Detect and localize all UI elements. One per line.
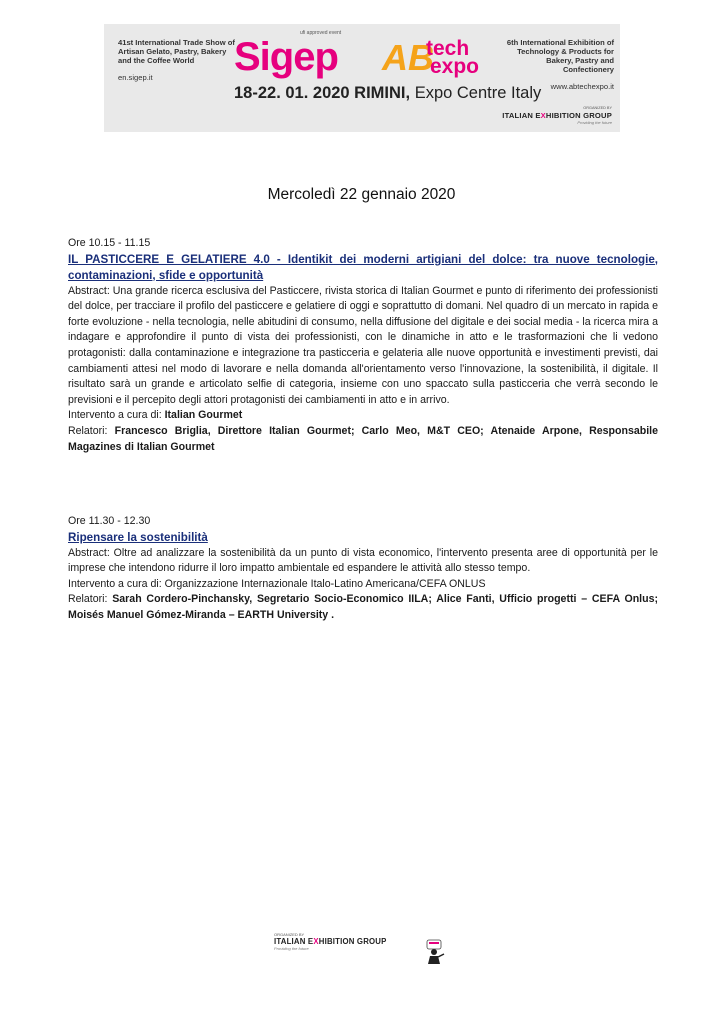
session-curated-by — [68, 408, 658, 424]
curated-value: Organizzazione Internazionale Italo-Latino Americana/CEFA ONLUS — [164, 577, 486, 590]
footer-organizer-logo — [274, 932, 404, 951]
banner-organizer-tagline: Providing the future — [577, 120, 612, 125]
session-curated-by — [68, 577, 658, 593]
session-abstract: Abstract: Una grande ricerca esclusiva del Pasticcere, rivista storica di Italian Gourmet e punto di riferimento dei professionisti del dolce, per tracciare il profilo del pasticcere e gelatiere di oggi e soprattutto di domani. Nel quadro di un mercato in rapida e forte evoluzione - nella tecnologia, nelle abitudini di consumo, nella diffusione del digitale e dei social media - la ricerca mira a indagare e approfondire il punto di vista dei professionisti, con le dinamiche in atto e le trasformazioni che li vedono protagonisti: dalla contaminazione e integrazione tra pasticceria e gelateria alle nuove opportunità e investimenti previsti, dai cambiamenti attesi nel modo di lavorare e nella domanda all'orientamento verso l'innovazione, la sostenibilità, il digitale. Il risultato sarà un grande e articolato selfie di categoria, insieme con uno spaccato sulla pasticceria che verrà secondo le previsioni e il percepito degli attori protagonisti dei cambiamenti in atto e in arrivo. — [68, 284, 658, 406]
abtech-description-text: 6th International Exhibition of Technology & Products for Bakery, Pastry and Confectionery — [506, 38, 614, 74]
event-venue: Expo Centre Italy — [410, 84, 542, 102]
speakers-value: Francesco Briglia, Direttore Italian Gourmet; Carlo Meo, M&T CEO; Atenaide Arpone, Responsabile Magazines di Italian Gourmet — [68, 424, 658, 453]
banner-organizer-caption: ORGANIZED BY — [583, 106, 612, 110]
footer-organizer-tagline: Providing the future — [274, 946, 309, 951]
curated-value: Italian Gourmet — [164, 409, 243, 422]
sigep-logo: Sigep — [234, 35, 338, 79]
speakers-value: Sarah Cordero-Pinchansky, Segretario Socio-Economico IILA; Alice Fanti, Ufficio progetti – CEFA Onlus; Moisés Manuel Gómez-Miranda – EARTH University . — [68, 593, 659, 621]
session-time: Ore 10.15 - 11.15 — [68, 237, 151, 249]
abtech-logo-tech: tech — [426, 37, 470, 60]
curated-label: Intervento a cura di: — [68, 409, 165, 422]
banner-organizer-logo — [490, 106, 612, 125]
speakers-label: Relatori: — [68, 424, 115, 437]
session-1 — [68, 236, 658, 455]
page-title: Mercoledì 22 gennaio 2020 — [267, 186, 456, 203]
abtech-logo-ab: AB — [382, 37, 434, 78]
sigep-description — [118, 38, 238, 82]
speakers-label: Relatori: — [68, 593, 113, 606]
org-name-part-b: HIBITION GROUP — [545, 111, 612, 120]
header-banner — [104, 24, 620, 132]
org-name-part-b: HIBITION GROUP — [318, 937, 387, 946]
org-name-x: X — [313, 937, 319, 946]
curated-label: Intervento a cura di: — [68, 577, 165, 590]
abtech-logo-expo: expo — [430, 55, 480, 78]
ufi-badge-icon: ufi approved event — [300, 30, 342, 36]
sigep-url: en.sigep.it — [118, 73, 153, 82]
abtech-expo-logo — [382, 38, 502, 82]
event-dates-bold: 18-22. 01. 2020 RIMINI, — [234, 84, 411, 102]
session-2 — [68, 514, 658, 624]
sigep-description-text: 41st International Trade Show of Artisan Gelato, Pastry, Bakery and the Coffee World — [118, 38, 235, 65]
org-name-part-a: ITALIAN E — [502, 111, 541, 120]
session-abstract: Abstract: Oltre ad analizzare la sostenibilità da un punto di vista economico, l'intervento presenta aree di opportunità per le imprese che intendono ridurre il loro impatto ambientale ed espandere le attività allo stesso tempo. — [68, 546, 658, 575]
banner-organizer-name — [490, 111, 612, 120]
event-dates — [234, 84, 541, 103]
session-time: Ore 11.30 - 12.30 — [68, 515, 151, 527]
footer-organizer-caption: ORGANIZED BY — [274, 932, 305, 937]
session-title: Ripensare la sostenibilità — [68, 530, 208, 544]
org-name-x: X — [540, 111, 546, 120]
session-speakers — [68, 592, 658, 623]
session-title: IL PASTICCERE E GELATIERE 4.0 - Identikit dei moderni artigiani del dolce: tra nuove tecnologie, contaminazioni, sfide e opportunità — [68, 252, 658, 282]
footer-organizer-name — [274, 937, 404, 946]
session-speakers — [68, 424, 658, 455]
footer-mascot-icon — [424, 938, 446, 966]
org-name-part-a: ITALIAN E — [274, 937, 314, 946]
abtech-url: www.abtechexpo.it — [550, 82, 614, 91]
